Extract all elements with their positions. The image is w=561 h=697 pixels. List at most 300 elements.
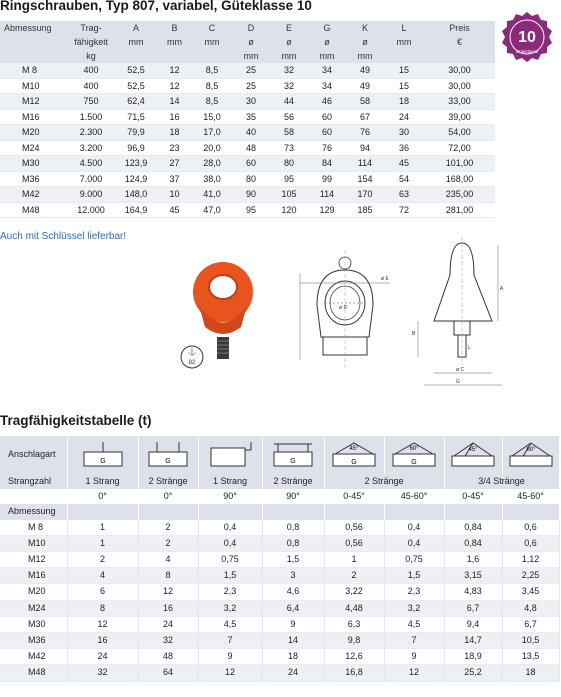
spec-cell: 114 <box>346 156 384 172</box>
spec-cell: 72 <box>384 202 424 218</box>
key-available-note: Auch mit Schlüssel lieferbar! <box>0 231 127 242</box>
capacity-cell: 2 <box>324 568 384 584</box>
spec-cell: 63 <box>384 187 424 203</box>
capacity-cell: 9,8 <box>324 633 384 649</box>
spec-cell: 76 <box>308 140 346 156</box>
spec-cell: 95 <box>232 202 270 218</box>
capacity-cell: M24 <box>0 600 67 616</box>
icon-1-strang-0 <box>67 436 138 474</box>
capacity-cell: 2,25 <box>502 568 559 584</box>
eyebolt-photo <box>175 245 265 375</box>
spec-header-cell: K <box>346 21 384 35</box>
spec-cell: 8,5 <box>192 78 232 94</box>
capacity-cell: 2 <box>138 535 198 551</box>
capacity-cell: 4,5 <box>384 616 444 632</box>
capacity-cell: 0,8 <box>262 535 324 551</box>
capacity-cell: 1,6 <box>444 552 502 568</box>
capacity-cell: 32 <box>138 633 198 649</box>
angle-cell: 0-45° <box>343 491 365 502</box>
capacity-cell: 4,83 <box>444 584 502 600</box>
table-row <box>0 665 559 681</box>
table-row <box>0 600 559 616</box>
table-row <box>0 633 559 649</box>
strangzahl-cell: 2 Stränge <box>262 474 324 489</box>
spec-cell: 28,0 <box>192 156 232 172</box>
dim-c-label: ø C <box>456 367 465 373</box>
capacity-cell: 3,2 <box>198 600 262 616</box>
spec-cell: 30 <box>232 94 270 110</box>
dim-l-label: L <box>468 345 471 351</box>
angle-cell: 0-45° <box>462 491 484 502</box>
spec-cell: 32 <box>270 63 308 78</box>
spec-header-cell: B <box>157 21 192 35</box>
strangzahl-cell: 1 Strang <box>67 474 138 489</box>
spec-header-cell: Trag- <box>67 21 115 35</box>
spec-cell: 12 <box>157 78 192 94</box>
dim-b-label: B <box>412 331 416 337</box>
spec-cell: 124,9 <box>115 171 157 187</box>
table-row <box>0 109 495 125</box>
strangzahl-label: Strangzahl <box>0 474 67 489</box>
spec-cell: 38,0 <box>192 171 232 187</box>
spec-cell: 129 <box>308 202 346 218</box>
spec-header-cell: € <box>424 35 495 49</box>
spec-header-cell: mm <box>192 35 232 49</box>
badge-text: Güteklasse <box>515 49 539 54</box>
capacity-cell: M42 <box>0 649 67 665</box>
spec-cell: 750 <box>67 94 115 110</box>
quality-grade-badge <box>501 11 553 63</box>
spec-header-cell: mm <box>346 49 384 63</box>
svg-text:G: G <box>99 458 106 465</box>
icon-2-straenge-90 <box>262 436 324 474</box>
spec-cell: 44 <box>270 94 308 110</box>
capacity-cell: 0,6 <box>502 535 559 551</box>
spec-cell: M20 <box>0 125 67 141</box>
spec-cell: 281,00 <box>424 202 495 218</box>
capacity-cell: 3,15 <box>444 568 502 584</box>
capacity-cell: 13,5 <box>502 649 559 665</box>
angled-lift-60-icon <box>389 440 439 470</box>
spec-cell: 40 <box>232 125 270 141</box>
svg-text:G: G <box>165 458 171 465</box>
capacity-cell: 14,7 <box>444 633 502 649</box>
capacity-cell: 12 <box>198 665 262 681</box>
capacity-cell: 9 <box>198 649 262 665</box>
spec-cell: 14 <box>157 94 192 110</box>
spec-cell: M12 <box>0 94 67 110</box>
side-lift-icon <box>207 440 253 470</box>
side-view-drawing <box>410 235 520 395</box>
icon-1-strang-90 <box>198 436 262 474</box>
spec-cell: 84 <box>308 156 346 172</box>
table-row <box>0 171 495 187</box>
spec-cell: 60 <box>308 109 346 125</box>
angle-cell: 90° <box>286 491 300 502</box>
spec-cell: M16 <box>0 109 67 125</box>
capacity-cell: M10 <box>0 535 67 551</box>
spec-cell: 400 <box>67 78 115 94</box>
spec-cell: 17,0 <box>192 125 232 141</box>
spec-cell: 45 <box>157 202 192 218</box>
capacity-cell: 1 <box>324 552 384 568</box>
angled-lift-45-icon <box>329 440 379 470</box>
spec-header-cell: C <box>192 21 232 35</box>
capacity-cell: 12,6 <box>324 649 384 665</box>
angle-cell: 90° <box>223 491 237 502</box>
svg-text:45°: 45° <box>468 447 478 453</box>
spec-cell: 30 <box>384 125 424 141</box>
capacity-cell: 0,6 <box>502 520 559 536</box>
capacity-cell: 16,8 <box>324 665 384 681</box>
eyebolt-product-icon <box>193 262 253 359</box>
capacity-cell: 1 <box>67 535 138 551</box>
spec-cell: 18 <box>384 94 424 110</box>
capacity-cell: 4,6 <box>262 584 324 600</box>
spec-cell: 154 <box>346 171 384 187</box>
table-row <box>0 584 559 600</box>
spec-cell: 52,5 <box>115 63 157 78</box>
front-view-drawing <box>295 245 395 375</box>
spec-cell: 23 <box>157 140 192 156</box>
spec-header-cell <box>384 49 424 63</box>
spec-cell: 1.500 <box>67 109 115 125</box>
capacity-cell: 7 <box>198 633 262 649</box>
spec-cell: 24 <box>384 109 424 125</box>
capacity-cell: 3,22 <box>324 584 384 600</box>
spec-cell: 96,9 <box>115 140 157 156</box>
spec-header-cell: Abmessung <box>0 21 67 35</box>
capacity-cell: 24 <box>262 665 324 681</box>
spec-cell: 80 <box>232 171 270 187</box>
capacity-cell: 1,5 <box>262 552 324 568</box>
angle-cell: 0° <box>163 491 173 502</box>
capacity-cell: M 8 <box>0 520 67 536</box>
capacity-cell: 0,56 <box>324 535 384 551</box>
capacity-cell: 0,4 <box>384 520 444 536</box>
capacity-cell: 0,56 <box>324 520 384 536</box>
capacity-cell: 0,84 <box>444 535 502 551</box>
capacity-cell: 2,3 <box>198 584 262 600</box>
table-row <box>0 78 495 94</box>
capacity-cell: M36 <box>0 633 67 649</box>
spec-header-cell <box>424 49 495 63</box>
capacity-cell: 6 <box>67 584 138 600</box>
spec-header-cell: kg <box>67 49 115 63</box>
table-row <box>0 140 495 156</box>
spec-cell: 120 <box>270 202 308 218</box>
strangzahl-cell: 1 Strang <box>198 474 262 489</box>
table-row <box>0 535 559 551</box>
table-row <box>0 616 559 632</box>
spec-header-cell: mm <box>232 49 270 63</box>
capacity-cell: 16 <box>67 633 138 649</box>
capacity-cell: 4 <box>138 552 198 568</box>
table-row <box>0 156 495 172</box>
table-row <box>0 649 559 665</box>
spec-header-cell: mm <box>157 35 192 49</box>
strangzahl-cell: 2 Stränge <box>324 474 444 489</box>
spec-cell: 105 <box>270 187 308 203</box>
capacity-cell: 0,8 <box>262 520 324 536</box>
spec-header-cell <box>192 49 232 63</box>
table-row <box>0 552 559 568</box>
capacity-cell: 2 <box>67 552 138 568</box>
spec-header-cell: mm <box>115 35 157 49</box>
spec-cell: 36 <box>384 140 424 156</box>
spec-header-cell: mm <box>384 35 424 49</box>
capacity-cell: 6,7 <box>444 600 502 616</box>
spec-cell: 60 <box>232 156 270 172</box>
spec-cell: 34 <box>308 78 346 94</box>
capacity-cell: 12 <box>384 665 444 681</box>
spec-cell: 35 <box>232 109 270 125</box>
capacity-cell: 3,2 <box>384 600 444 616</box>
spec-header-cell: L <box>384 21 424 35</box>
table-row <box>0 63 495 78</box>
spec-cell: 164,9 <box>115 202 157 218</box>
capacity-cell: 0,4 <box>384 535 444 551</box>
capacity-cell: 64 <box>138 665 198 681</box>
spec-cell: 8,5 <box>192 63 232 78</box>
spec-cell: 18 <box>157 125 192 141</box>
spec-cell: 3.200 <box>67 140 115 156</box>
spec-cell: 67 <box>346 109 384 125</box>
spec-cell: 60 <box>308 125 346 141</box>
spec-cell: 15 <box>384 78 424 94</box>
strangzahl-cell: 3/4 Stränge <box>444 474 559 489</box>
spec-cell: 16 <box>157 109 192 125</box>
capacity-cell: 12 <box>138 584 198 600</box>
capacity-cell: 1,12 <box>502 552 559 568</box>
spec-cell: M36 <box>0 171 67 187</box>
capacity-cell: M48 <box>0 665 67 681</box>
spec-cell: M10 <box>0 78 67 94</box>
spec-cell: 101,00 <box>424 156 495 172</box>
stamp-number: 82 <box>188 360 196 366</box>
spec-cell: 73 <box>270 140 308 156</box>
multi-lift-45-icon <box>448 440 498 470</box>
capacity-cell: 32 <box>67 665 138 681</box>
spec-cell: 12 <box>157 63 192 78</box>
capacity-cell: 18 <box>262 649 324 665</box>
spec-cell: 12.000 <box>67 202 115 218</box>
spec-header-cell: ø <box>270 35 308 49</box>
table-row <box>0 520 559 536</box>
dim-g-label: G <box>456 379 460 385</box>
spec-header-cell: ø <box>232 35 270 49</box>
spec-cell: 79,9 <box>115 125 157 141</box>
spec-cell: 80 <box>270 156 308 172</box>
double-side-lift-icon <box>270 440 316 470</box>
spec-cell: M48 <box>0 202 67 218</box>
capacity-cell: M30 <box>0 616 67 632</box>
spec-cell: 95 <box>270 171 308 187</box>
capacity-cell: M12 <box>0 552 67 568</box>
capacity-cell: 2 <box>138 520 198 536</box>
spec-header-cell: Preis <box>424 21 495 35</box>
spec-header-cell: mm <box>270 49 308 63</box>
spec-cell: 33,00 <box>424 94 495 110</box>
spec-cell: 32 <box>270 78 308 94</box>
table-row <box>0 125 495 141</box>
spec-cell: 15,0 <box>192 109 232 125</box>
capacity-cell: 8 <box>138 568 198 584</box>
capacity-cell: 1 <box>67 520 138 536</box>
capacity-cell: 2,3 <box>384 584 444 600</box>
capacity-cell: 4,8 <box>502 600 559 616</box>
spec-header-cell: D <box>232 21 270 35</box>
spec-cell: 58 <box>346 94 384 110</box>
spec-cell: 168,00 <box>424 171 495 187</box>
straight-lift-icon <box>80 440 126 470</box>
spec-cell: 8,5 <box>192 94 232 110</box>
capacity-cell: 1,5 <box>384 568 444 584</box>
spec-cell: 30,00 <box>424 63 495 78</box>
spec-cell: 27 <box>157 156 192 172</box>
svg-text:60°: 60° <box>525 447 536 453</box>
icon-2-straenge-0 <box>138 436 198 474</box>
spec-cell: M24 <box>0 140 67 156</box>
spec-header-cell: fähigkeit <box>67 35 115 49</box>
spec-cell: 48 <box>232 140 270 156</box>
spec-cell: 71,5 <box>115 109 157 125</box>
spec-cell: 49 <box>346 78 384 94</box>
capacity-cell: 18,9 <box>444 649 502 665</box>
spec-cell: 41,0 <box>192 187 232 203</box>
capacity-cell: 7 <box>384 633 444 649</box>
spec-cell: 49 <box>346 63 384 78</box>
spec-cell: 4.500 <box>67 156 115 172</box>
capacity-cell: 16 <box>138 600 198 616</box>
spec-header-cell: A <box>115 21 157 35</box>
spec-cell: 39,00 <box>424 109 495 125</box>
spec-cell: 52,5 <box>115 78 157 94</box>
capacity-cell: 9,4 <box>444 616 502 632</box>
capacity-cell: 1,5 <box>198 568 262 584</box>
spec-cell: 34 <box>308 63 346 78</box>
spec-cell: 72,00 <box>424 140 495 156</box>
strangzahl-cell: 2 Stränge <box>138 474 198 489</box>
spec-cell: 10 <box>157 187 192 203</box>
capacity-cell: 6,4 <box>262 600 324 616</box>
spec-header-cell: mm <box>308 49 346 63</box>
capacity-cell: 9 <box>262 616 324 632</box>
spec-cell: 25 <box>232 78 270 94</box>
spec-cell: 90 <box>232 187 270 203</box>
spec-cell: M42 <box>0 187 67 203</box>
capacity-cell: 24 <box>67 649 138 665</box>
capacity-cell: 14 <box>262 633 324 649</box>
spec-header-cell <box>0 49 67 63</box>
abmessung-label: Abmessung <box>0 504 67 519</box>
multi-lift-60-icon <box>506 440 556 470</box>
spec-header-cell: G <box>308 21 346 35</box>
spec-cell: 20,0 <box>192 140 232 156</box>
icon-34-straenge-0-45 <box>444 436 502 474</box>
capacity-cell: M16 <box>0 568 67 584</box>
capacity-cell: 0,84 <box>444 520 502 536</box>
spec-cell: M 8 <box>0 63 67 78</box>
table-row <box>0 94 495 110</box>
capacity-cell: 48 <box>138 649 198 665</box>
spec-cell: 56 <box>270 109 308 125</box>
anschlagart-label: Anschlagart <box>0 436 67 474</box>
spec-cell: 37 <box>157 171 192 187</box>
capacity-cell: 6,7 <box>502 616 559 632</box>
spec-cell: 45 <box>384 156 424 172</box>
page-title: Ringschrauben, Typ 807, variabel, Güteklasse 10 <box>0 0 312 13</box>
spec-cell: 7.000 <box>67 171 115 187</box>
spec-cell: 76 <box>346 125 384 141</box>
capacity-cell: 12 <box>67 616 138 632</box>
capacity-cell: 18 <box>502 665 559 681</box>
capacity-cell: 9 <box>384 649 444 665</box>
angle-cell: 45-60° <box>517 491 544 502</box>
svg-text:G: G <box>411 459 417 466</box>
dim-e-label: ø E <box>381 276 389 282</box>
spec-header-cell <box>0 35 67 49</box>
capacity-cell: 25,2 <box>444 665 502 681</box>
capacity-cell: 4 <box>67 568 138 584</box>
spec-cell: 54 <box>384 171 424 187</box>
spec-cell: 9.000 <box>67 187 115 203</box>
dim-a-label: A <box>500 286 504 292</box>
double-lift-icon <box>145 440 191 470</box>
svg-text:45°: 45° <box>349 446 359 452</box>
capacity-cell: 0,4 <box>198 520 262 536</box>
capacity-cell: 4,5 <box>198 616 262 632</box>
spec-cell: 62,4 <box>115 94 157 110</box>
spec-cell: 15 <box>384 63 424 78</box>
capacity-cell: 0,4 <box>198 535 262 551</box>
spec-header-cell: ø <box>346 35 384 49</box>
icon-2-straenge-0-45 <box>324 436 384 474</box>
capacity-cell: 0,75 <box>384 552 444 568</box>
table-row <box>0 568 559 584</box>
spec-cell: 114 <box>308 187 346 203</box>
spec-cell: 235,00 <box>424 187 495 203</box>
dim-d-label: ø D <box>339 305 348 311</box>
capacity-cell: 8 <box>67 600 138 616</box>
spec-cell: 58 <box>270 125 308 141</box>
capacity-table <box>0 436 560 682</box>
capacity-cell: 10,5 <box>502 633 559 649</box>
spec-cell: 123,9 <box>115 156 157 172</box>
svg-text:60°: 60° <box>409 446 419 452</box>
capacity-table-title: Tragfähigkeitstabelle (t) <box>0 413 152 428</box>
spec-cell: 99 <box>308 171 346 187</box>
spec-cell: 54,00 <box>424 125 495 141</box>
badge-number: 10 <box>518 29 536 46</box>
capacity-cell: M20 <box>0 584 67 600</box>
spec-cell: 400 <box>67 63 115 78</box>
spec-cell: 148,0 <box>115 187 157 203</box>
svg-text:G: G <box>351 459 357 466</box>
capacity-cell: 4,48 <box>324 600 384 616</box>
spec-header-cell: E <box>270 21 308 35</box>
spec-cell: 170 <box>346 187 384 203</box>
spec-cell: 47,0 <box>192 202 232 218</box>
spec-cell: 94 <box>346 140 384 156</box>
grade-stamp-icon <box>181 346 203 368</box>
table-row <box>0 187 495 203</box>
table-row <box>0 202 495 218</box>
icon-2-straenge-45-60 <box>384 436 444 474</box>
spec-cell: 30,00 <box>424 78 495 94</box>
spec-cell: 46 <box>308 94 346 110</box>
icon-34-straenge-45-60 <box>502 436 559 474</box>
